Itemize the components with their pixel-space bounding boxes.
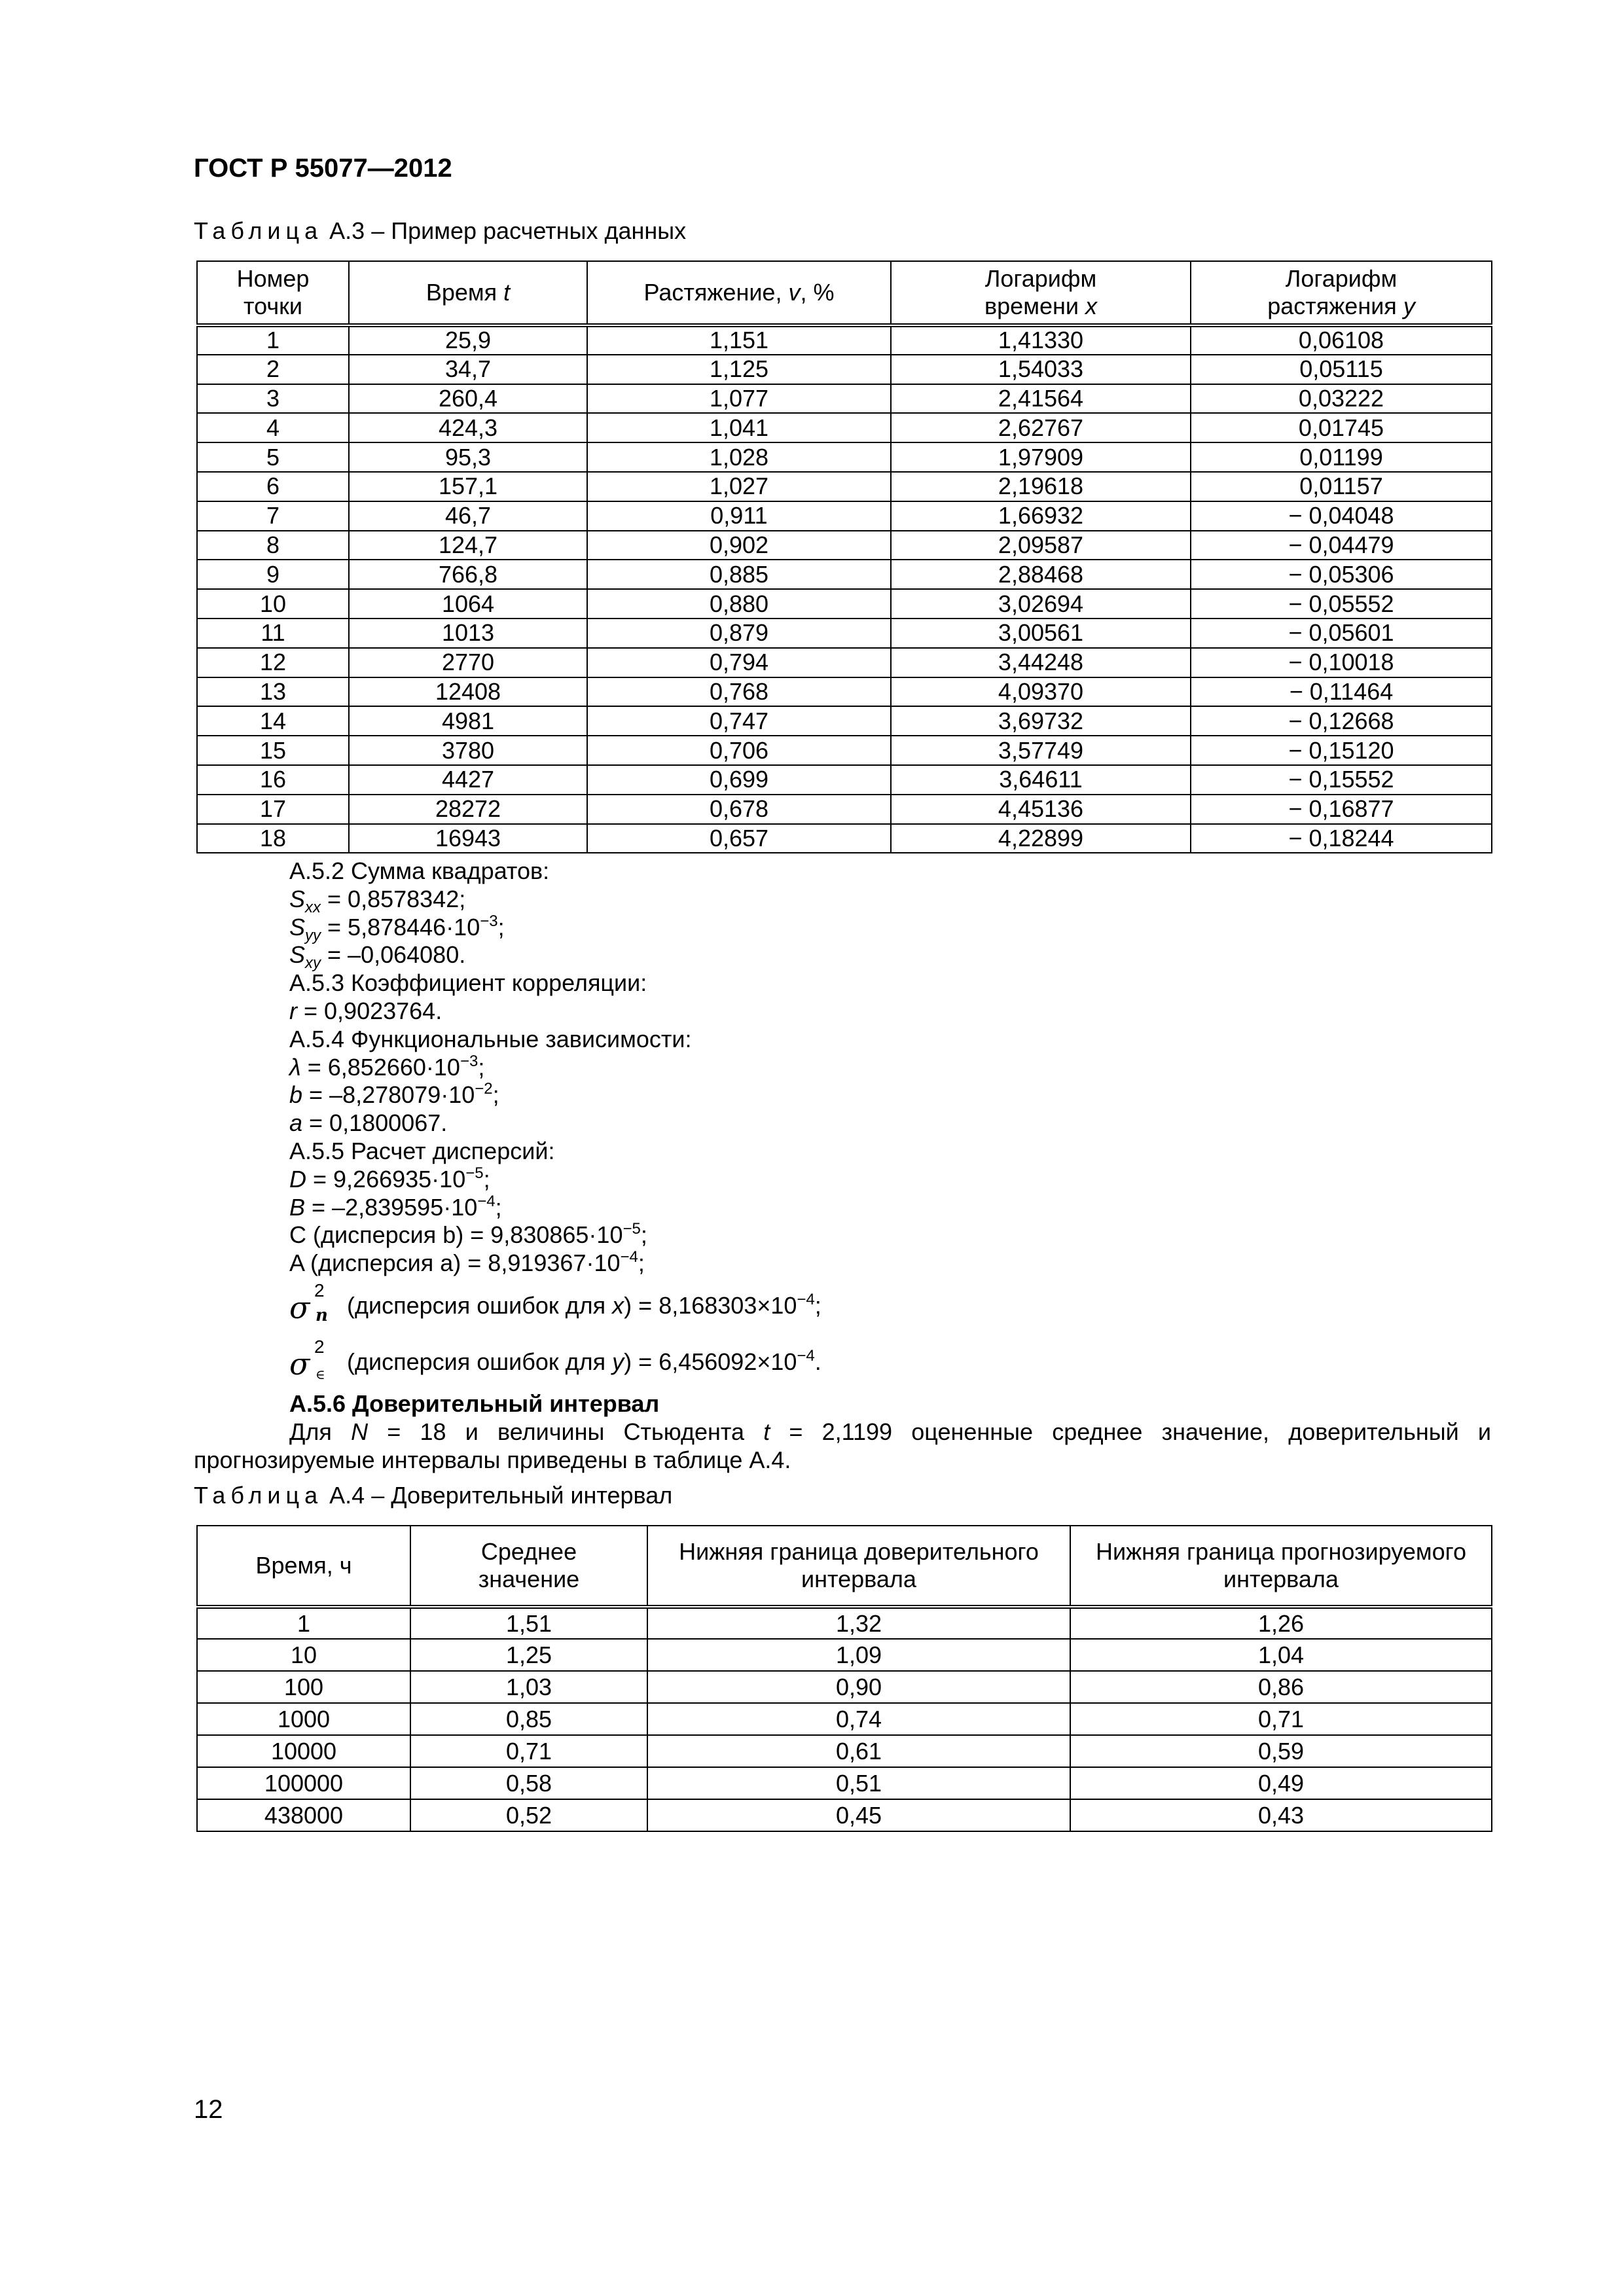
table-cell: 12 bbox=[197, 648, 349, 677]
table-cell: 1013 bbox=[349, 619, 587, 648]
table-cell: 14 bbox=[197, 706, 349, 736]
table-cell: 3780 bbox=[349, 736, 587, 765]
table-cell: − 0,04048 bbox=[1191, 501, 1492, 531]
table-cell: 0,90 bbox=[647, 1671, 1070, 1703]
section-a52-title: А.5.2 Сумма квадратов: bbox=[289, 857, 550, 884]
table-cell: 438000 bbox=[197, 1799, 410, 1831]
table-cell: 4,22899 bbox=[891, 824, 1191, 853]
table-cell: 0,71 bbox=[410, 1735, 647, 1767]
table-a3 bbox=[196, 260, 1492, 853]
table-cell: 0,706 bbox=[587, 736, 891, 765]
syy-line: $S_{yy} = 5,878446\cdot 10^{-3}$; bbox=[289, 912, 505, 944]
table-cell: 3 bbox=[197, 384, 349, 414]
sigma-n-line: σ 2 n (дисперсия ошибок для $x) = 8,168303\times 10^{-4}$; bbox=[194, 1278, 1491, 1334]
table-cell: 424,3 bbox=[349, 413, 587, 442]
r-line: r = 0,9023764. bbox=[289, 997, 442, 1024]
c-variance-line: C (дисперсия $b) = 9,830865\cdot 10^{-5}$; bbox=[289, 1220, 647, 1249]
table-cell: 1,51 bbox=[410, 1607, 647, 1639]
table-cell: 15 bbox=[197, 736, 349, 765]
table-cell: 1,09 bbox=[647, 1639, 1070, 1671]
table-row bbox=[197, 1639, 1492, 1671]
table-cell: 0,74 bbox=[647, 1703, 1070, 1735]
table-row bbox=[197, 384, 1492, 414]
table-cell: 1,03 bbox=[410, 1671, 647, 1703]
table-row bbox=[197, 325, 1492, 355]
table-cell: 16 bbox=[197, 765, 349, 795]
table-cell: 0,902 bbox=[587, 531, 891, 560]
sigma-n-symbol: σ 2 n bbox=[289, 1280, 328, 1325]
table-cell: − 0,16877 bbox=[1191, 795, 1492, 824]
sigma-epsilon-line: σ 2 ∈ (дисперсия ошибок для $y) = 6,456092\times 10^{-4}$. bbox=[194, 1334, 1491, 1390]
table-row bbox=[197, 648, 1492, 677]
table-a4-header-time: Время, ч bbox=[197, 1526, 410, 1607]
table-cell: 0,58 bbox=[410, 1767, 647, 1799]
section-a56-paragraph-line1: Для N = 18 и величины Стьюдента t = 2,1199 оцененные среднее значение, доверительный и bbox=[289, 1418, 1491, 1445]
table-cell: 1,66932 bbox=[891, 501, 1191, 531]
table-cell: 0,01157 bbox=[1191, 472, 1492, 501]
table-cell: 0,678 bbox=[587, 795, 891, 824]
table-cell: 0,01199 bbox=[1191, 442, 1492, 472]
table-cell: 3,44248 bbox=[891, 648, 1191, 677]
table-cell: 0,768 bbox=[587, 677, 891, 707]
table-row bbox=[197, 472, 1492, 501]
table-cell: 2,19618 bbox=[891, 472, 1191, 501]
table-cell: 13 bbox=[197, 677, 349, 707]
table-cell: 0,52 bbox=[410, 1799, 647, 1831]
section-a56-title: А.5.6 Доверительный интервал bbox=[289, 1390, 660, 1417]
table-cell: 0,05115 bbox=[1191, 355, 1492, 384]
table-cell: 0,59 bbox=[1070, 1735, 1492, 1767]
table-cell: 0,794 bbox=[587, 648, 891, 677]
table-cell: − 0,18244 bbox=[1191, 824, 1492, 853]
table-cell: 0,06108 bbox=[1191, 325, 1492, 355]
table-cell: 2,62767 bbox=[891, 413, 1191, 442]
table-cell: 25,9 bbox=[349, 325, 587, 355]
table-cell: 10000 bbox=[197, 1735, 410, 1767]
table-cell: 1,32 bbox=[647, 1607, 1070, 1639]
table-a4-body bbox=[197, 1607, 1492, 1831]
table-cell: 4,09370 bbox=[891, 677, 1191, 707]
sxy-line: $S_{xy} = -0,064080$. bbox=[289, 941, 466, 973]
table-row bbox=[197, 1767, 1492, 1799]
table-cell: 46,7 bbox=[349, 501, 587, 531]
calculation-section bbox=[194, 857, 1491, 1474]
page-number: 12 bbox=[194, 2095, 223, 2124]
document-code: ГОСТ Р 55077—2012 bbox=[194, 154, 452, 183]
table-row bbox=[197, 531, 1492, 560]
table-cell: 5 bbox=[197, 442, 349, 472]
table-a4-header-prediction-lower: Нижняя граница прогнозируемого интервала bbox=[1070, 1526, 1492, 1607]
table-cell: 1,97909 bbox=[891, 442, 1191, 472]
table-cell: 17 bbox=[197, 795, 349, 824]
table-cell: 2,09587 bbox=[891, 531, 1191, 560]
table-row bbox=[197, 355, 1492, 384]
table-a4-header-mean: Среднее значение bbox=[410, 1526, 647, 1607]
table-a3-caption-word: Таблица bbox=[194, 217, 323, 244]
bb-line: $B = -2,839595\cdot 10^{-4}$; bbox=[289, 1192, 502, 1221]
table-cell: 1,125 bbox=[587, 355, 891, 384]
table-cell: 0,03222 bbox=[1191, 384, 1492, 414]
table-row bbox=[197, 706, 1492, 736]
table-row bbox=[197, 736, 1492, 765]
table-cell: 1,077 bbox=[587, 384, 891, 414]
table-cell: 7 bbox=[197, 501, 349, 531]
table-a3-header-point: Номер точки bbox=[197, 261, 349, 325]
table-row bbox=[197, 1703, 1492, 1735]
table-cell: 28272 bbox=[349, 795, 587, 824]
table-a4 bbox=[196, 1525, 1492, 1832]
table-cell: 9 bbox=[197, 560, 349, 589]
table-cell: 34,7 bbox=[349, 355, 587, 384]
table-row bbox=[197, 1607, 1492, 1639]
table-a3-header-time: Время t bbox=[349, 261, 587, 325]
table-cell: 0,747 bbox=[587, 706, 891, 736]
table-row bbox=[197, 1671, 1492, 1703]
table-a4-caption bbox=[194, 1480, 672, 1510]
table-cell: 3,57749 bbox=[891, 736, 1191, 765]
table-cell: 2,41564 bbox=[891, 384, 1191, 414]
table-cell: 10 bbox=[197, 1639, 410, 1671]
table-cell: 0,911 bbox=[587, 501, 891, 531]
table-cell: 1,25 bbox=[410, 1639, 647, 1671]
table-a4-header-row bbox=[197, 1526, 1492, 1607]
table-cell: 0,699 bbox=[587, 765, 891, 795]
table-cell: 0,61 bbox=[647, 1735, 1070, 1767]
table-row bbox=[197, 560, 1492, 589]
table-cell: 4 bbox=[197, 413, 349, 442]
table-cell: 1000 bbox=[197, 1703, 410, 1735]
table-cell: 1,151 bbox=[587, 325, 891, 355]
table-cell: 0,657 bbox=[587, 824, 891, 853]
table-row bbox=[197, 765, 1492, 795]
table-cell: 18 bbox=[197, 824, 349, 853]
section-a53-title: А.5.3 Коэффициент корреляции: bbox=[289, 969, 647, 997]
table-cell: 157,1 bbox=[349, 472, 587, 501]
d-line: $D = 9,266935\cdot 10^{-5}$; bbox=[289, 1164, 490, 1193]
table-cell: − 0,15120 bbox=[1191, 736, 1492, 765]
table-row bbox=[197, 501, 1492, 531]
table-cell: 0,880 bbox=[587, 589, 891, 619]
sigma-epsilon-symbol: σ 2 ∈ bbox=[289, 1336, 325, 1382]
table-row bbox=[197, 1799, 1492, 1831]
table-cell: 2 bbox=[197, 355, 349, 384]
table-cell: 1,41330 bbox=[891, 325, 1191, 355]
table-cell: 0,86 bbox=[1070, 1671, 1492, 1703]
table-cell: 16943 bbox=[349, 824, 587, 853]
table-cell: 1,028 bbox=[587, 442, 891, 472]
table-cell: 10 bbox=[197, 589, 349, 619]
b-line: $b = -8,278079\cdot 10^{-2}$; bbox=[289, 1080, 499, 1109]
lambda-line: $\lambda = 6,852660\cdot 10^{-3}$; bbox=[289, 1052, 485, 1081]
table-cell: 4,45136 bbox=[891, 795, 1191, 824]
table-cell: 0,71 bbox=[1070, 1703, 1492, 1735]
table-cell: 4427 bbox=[349, 765, 587, 795]
table-cell: 1 bbox=[197, 1607, 410, 1639]
table-a3-body bbox=[197, 325, 1492, 853]
table-cell: 0,49 bbox=[1070, 1767, 1492, 1799]
table-cell: 0,85 bbox=[410, 1703, 647, 1735]
table-a4-caption-word: Таблица bbox=[194, 1482, 323, 1509]
table-cell: − 0,12668 bbox=[1191, 706, 1492, 736]
table-cell: 1,26 bbox=[1070, 1607, 1492, 1639]
a-line: a = 0,1800067. bbox=[289, 1109, 448, 1137]
table-cell: − 0,05601 bbox=[1191, 619, 1492, 648]
table-cell: 3,02694 bbox=[891, 589, 1191, 619]
a-variance-line: A (дисперсия $a) = 8,919367\cdot 10^{-4}$; bbox=[289, 1248, 645, 1277]
table-cell: 2770 bbox=[349, 648, 587, 677]
table-cell: − 0,04479 bbox=[1191, 531, 1492, 560]
table-cell: 124,7 bbox=[349, 531, 587, 560]
table-cell: 1,04 bbox=[1070, 1639, 1492, 1671]
table-cell: 1,027 bbox=[587, 472, 891, 501]
table-row bbox=[197, 795, 1492, 824]
table-cell: 3,64611 bbox=[891, 765, 1191, 795]
table-cell: 3,69732 bbox=[891, 706, 1191, 736]
table-a4-caption-text: А.4 – Доверительный интервал bbox=[323, 1482, 673, 1509]
table-cell: 1,54033 bbox=[891, 355, 1191, 384]
table-row bbox=[197, 677, 1492, 707]
table-cell: − 0,11464 bbox=[1191, 677, 1492, 707]
table-cell: 100 bbox=[197, 1671, 410, 1703]
table-cell: 0,885 bbox=[587, 560, 891, 589]
table-row bbox=[197, 589, 1492, 619]
table-a3-caption bbox=[194, 216, 686, 245]
table-cell: 11 bbox=[197, 619, 349, 648]
table-cell: 0,51 bbox=[647, 1767, 1070, 1799]
table-cell: 12408 bbox=[349, 677, 587, 707]
table-a3-caption-text: А.3 – Пример расчетных данных bbox=[323, 217, 687, 244]
table-a3-header-log-elongation: Логарифм растяжения y bbox=[1191, 261, 1492, 325]
table-cell: 95,3 bbox=[349, 442, 587, 472]
table-cell: 0,01745 bbox=[1191, 413, 1492, 442]
table-row bbox=[197, 824, 1492, 853]
table-row bbox=[197, 619, 1492, 648]
table-row bbox=[197, 1735, 1492, 1767]
table-a3-header-elongation: Растяжение, v, % bbox=[587, 261, 891, 325]
table-cell: 0,879 bbox=[587, 619, 891, 648]
table-cell: 260,4 bbox=[349, 384, 587, 414]
table-cell: 1064 bbox=[349, 589, 587, 619]
table-row bbox=[197, 413, 1492, 442]
table-a4-header-confidence-lower: Нижняя граница доверительного интервала bbox=[647, 1526, 1070, 1607]
table-cell: − 0,10018 bbox=[1191, 648, 1492, 677]
table-cell: 6 bbox=[197, 472, 349, 501]
table-cell: − 0,05306 bbox=[1191, 560, 1492, 589]
table-cell: 0,43 bbox=[1070, 1799, 1492, 1831]
table-cell: 1 bbox=[197, 325, 349, 355]
table-cell: 100000 bbox=[197, 1767, 410, 1799]
sxx-line: $S_{xx} = 0,8578342$; bbox=[289, 885, 466, 916]
table-a3-header-log-time: Логарифм времени x bbox=[891, 261, 1191, 325]
table-cell: 0,45 bbox=[647, 1799, 1070, 1831]
table-cell: 2,88468 bbox=[891, 560, 1191, 589]
table-row bbox=[197, 442, 1492, 472]
table-cell: 3,00561 bbox=[891, 619, 1191, 648]
section-a55-title: А.5.5 Расчет дисперсий: bbox=[289, 1137, 555, 1164]
section-a54-title: А.5.4 Функциональные зависимости: bbox=[289, 1025, 692, 1052]
section-a56-paragraph-line2: прогнозируемые интервалы приведены в таблице А.4. bbox=[194, 1446, 791, 1473]
table-cell: 8 bbox=[197, 531, 349, 560]
table-cell: − 0,15552 bbox=[1191, 765, 1492, 795]
table-cell: − 0,05552 bbox=[1191, 589, 1492, 619]
table-a3-header-row bbox=[197, 261, 1492, 325]
table-cell: 766,8 bbox=[349, 560, 587, 589]
table-cell: 1,041 bbox=[587, 413, 891, 442]
table-cell: 4981 bbox=[349, 706, 587, 736]
